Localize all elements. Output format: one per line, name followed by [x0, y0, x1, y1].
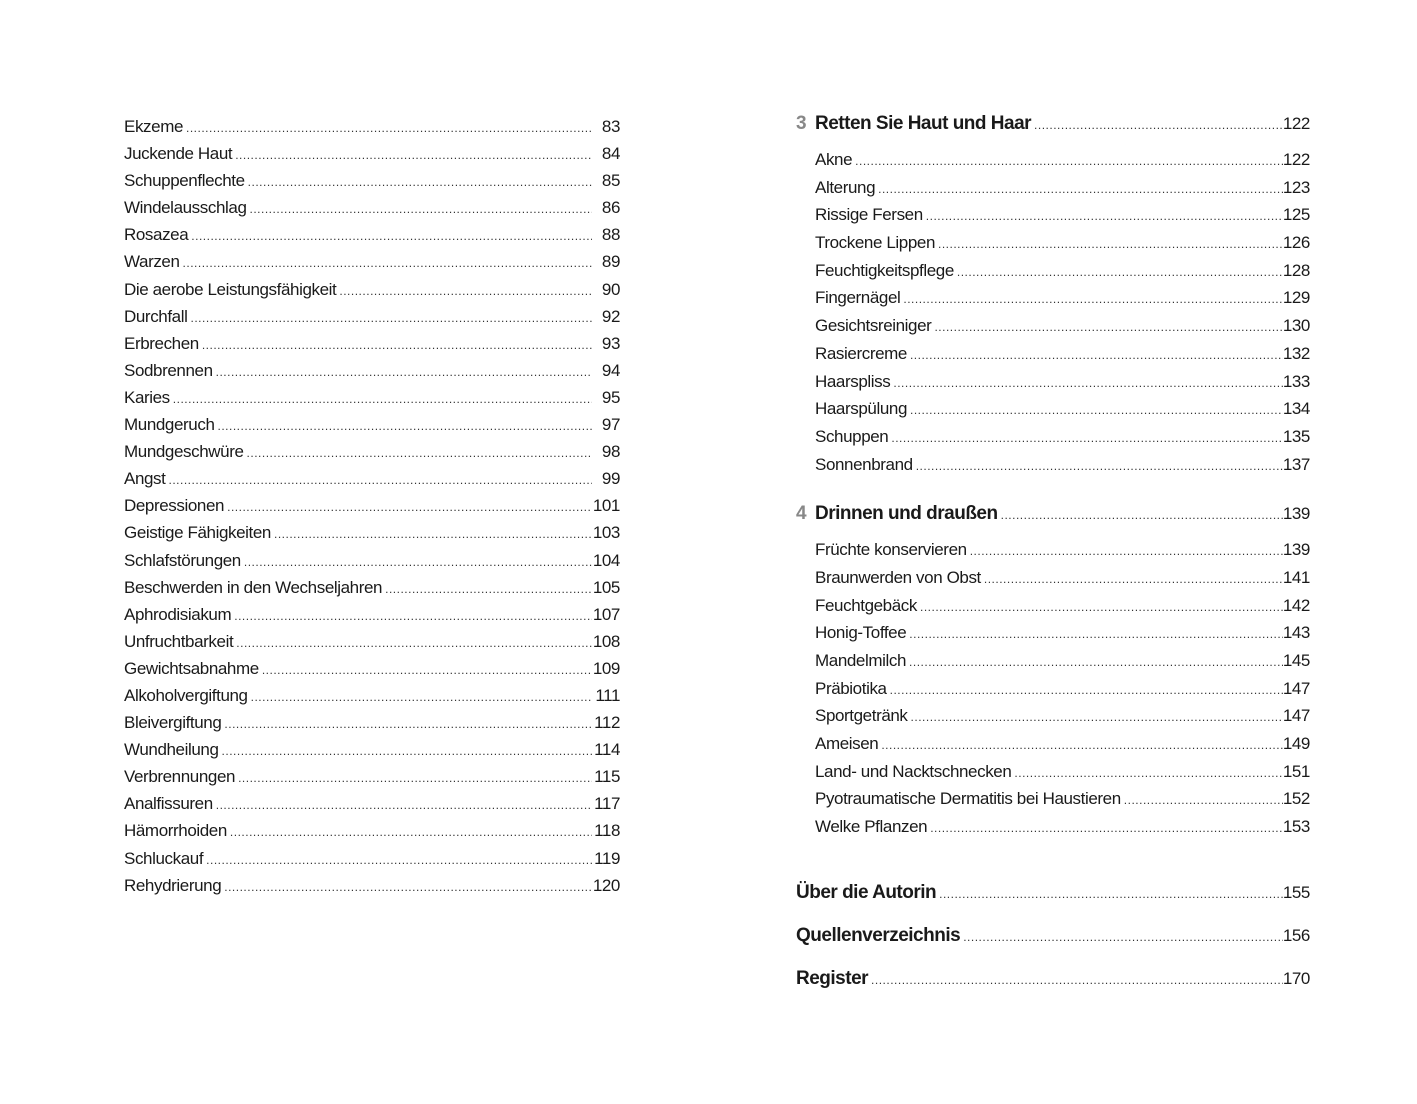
toc-entry[interactable] [124, 519, 620, 546]
leader-dots [234, 603, 592, 630]
toc-entry-page-number: 151 [1282, 761, 1310, 781]
leader-dots [385, 576, 592, 603]
toc-entry-label: Ameisen [815, 734, 879, 754]
toc-entry-label: Sportgetränk [815, 706, 908, 726]
leader-dots [251, 684, 592, 711]
toc-entry[interactable] [796, 395, 1310, 423]
toc-entry[interactable] [124, 845, 620, 872]
toc-entry[interactable] [796, 675, 1310, 703]
toc-entry-label: Schuppenflechte [124, 171, 245, 191]
leader-dots [222, 738, 592, 765]
leader-dots [230, 819, 592, 846]
toc-entry-page-number: 135 [1282, 426, 1310, 446]
leader-dots [244, 549, 592, 576]
leader-dots [235, 142, 592, 169]
toc-entry-page-number: 147 [1282, 706, 1310, 726]
chapter-4 [796, 503, 1310, 841]
toc-entry-page-number: 128 [1282, 260, 1310, 280]
toc-entry-label: Haarspliss [815, 371, 891, 391]
leader-dots [934, 314, 1282, 341]
leader-dots [878, 176, 1283, 203]
leader-dots [957, 259, 1283, 286]
leader-dots [236, 630, 592, 657]
toc-entry-label: Hämorrhoiden [124, 821, 227, 841]
toc-entry-page-number: 107 [592, 604, 620, 624]
leader-dots [183, 250, 592, 277]
leader-dots [909, 649, 1283, 676]
toc-entry[interactable] [124, 221, 620, 248]
toc-entry-label: Analfissuren [124, 794, 213, 814]
leader-dots [206, 847, 592, 874]
chapter-title: Drinnen und draußen [815, 503, 998, 525]
left-page-toc [124, 113, 620, 899]
toc-entry-label: Depressionen [124, 496, 225, 516]
right-page-toc [796, 113, 1310, 855]
leader-dots [871, 973, 1283, 987]
backmatter-heading[interactable] [796, 925, 1310, 955]
backmatter-register [796, 968, 1310, 998]
toc-entry[interactable] [796, 257, 1310, 285]
toc-entry-label: Präbiotika [815, 678, 887, 698]
toc-entry[interactable] [124, 194, 620, 221]
toc-entry-page-number: 133 [1282, 371, 1310, 391]
toc-entry-label: Welke Pflanzen [815, 817, 928, 837]
leader-dots [963, 930, 1283, 944]
leader-dots [247, 440, 592, 467]
toc-entry[interactable] [124, 276, 620, 303]
toc-entry-page-number: 141 [1282, 567, 1310, 587]
toc-entry[interactable] [796, 368, 1310, 396]
toc-entry[interactable] [796, 423, 1310, 451]
leader-dots [911, 704, 1283, 731]
toc-entry-label: Aphrodisiakum [124, 604, 232, 624]
leader-dots [248, 169, 592, 196]
toc-entry-page-number: 95 [601, 387, 620, 407]
toc-entry[interactable] [796, 785, 1310, 813]
toc-entry-label: Mundgeruch [124, 415, 215, 435]
toc-entry-page-number: 123 [1282, 177, 1310, 197]
toc-entry-label: Sodbrennen [124, 360, 213, 380]
toc-entry-label: Wundheilung [124, 740, 219, 760]
toc-entry[interactable] [124, 303, 620, 330]
toc-entry-page-number: 109 [592, 658, 620, 678]
toc-entry[interactable] [796, 647, 1310, 675]
toc-entry-page-number: 115 [594, 767, 620, 787]
toc-entry-page-number: 139 [1282, 540, 1310, 560]
toc-entry[interactable] [124, 872, 620, 899]
toc-entry-page-number: 118 [594, 821, 620, 841]
toc-entry-page-number: 93 [601, 333, 620, 353]
backmatter-quellen [796, 925, 1310, 955]
toc-entry-page-number: 120 [592, 875, 620, 895]
toc-entry-page-number: 143 [1282, 623, 1310, 643]
toc-entry-page-number: 92 [601, 306, 620, 326]
chapter-number: 3 [796, 113, 807, 134]
toc-entry-page-number: 129 [1282, 288, 1310, 308]
toc-entry[interactable] [124, 682, 620, 709]
toc-entry-label: Bleivergiftung [124, 713, 222, 733]
toc-entry[interactable] [124, 492, 620, 519]
leader-dots [909, 621, 1283, 648]
toc-entry[interactable] [124, 763, 620, 790]
toc-entry-page-number: 104 [592, 550, 620, 570]
toc-entry-page-number: 149 [1282, 734, 1310, 754]
leader-dots [1014, 760, 1282, 787]
leader-dots [216, 359, 592, 386]
toc-entry-page-number: 147 [1282, 678, 1310, 698]
leader-dots [262, 657, 592, 684]
leader-dots [1124, 787, 1283, 814]
chapter-4-entries [796, 536, 1310, 841]
toc-entry-page-number: 98 [601, 442, 620, 462]
chapter-number: 4 [796, 503, 807, 525]
leader-dots [938, 231, 1283, 258]
backmatter-title: Quellenverzeichnis [796, 925, 961, 946]
toc-entry-page-number: 101 [592, 496, 620, 516]
toc-entry[interactable] [124, 574, 620, 601]
toc-entry[interactable] [796, 229, 1310, 257]
leader-dots [238, 765, 592, 792]
leader-dots [916, 453, 1283, 480]
toc-entry-page-number: 97 [601, 415, 620, 435]
toc-entry[interactable] [796, 284, 1310, 312]
toc-entry-label: Sonnenbrand [815, 454, 913, 474]
toc-entry-label: Mandelmilch [815, 651, 907, 670]
toc-entry-page-number: 88 [601, 225, 620, 245]
leader-dots [224, 874, 592, 901]
leader-dots [893, 370, 1282, 397]
toc-entry-label: Geistige Fähigkeiten [124, 523, 271, 543]
toc-entry-label: Beschwerden in den Wechseljahren [124, 577, 383, 597]
toc-entry-label: Windelausschlag [124, 198, 247, 218]
toc-entry-page-number: 125 [1282, 205, 1310, 225]
backmatter-autorin [796, 882, 1310, 912]
toc-entry-page-number: 111 [595, 685, 620, 705]
toc-entry-label: Rosazea [124, 225, 189, 245]
toc-entry-label: Angst [124, 469, 166, 489]
toc-entry-label: Trockene Lippen [815, 233, 936, 253]
toc-entry-label: Feuchtgebäck [815, 595, 917, 615]
toc-entry-label: Schlafstörungen [124, 550, 241, 570]
chapter-3-entries [796, 146, 1310, 478]
toc-entry-label: Mundgeschwüre [124, 442, 244, 462]
leader-dots [202, 332, 592, 359]
toc-entry[interactable] [124, 411, 620, 438]
toc-entry[interactable] [796, 730, 1310, 758]
toc-entry[interactable] [124, 628, 620, 655]
toc-entry-page-number: 153 [1282, 817, 1310, 837]
toc-entry-label: Pyotraumatische Dermatitis bei Haustieren [815, 789, 1121, 809]
toc-entry[interactable] [796, 702, 1310, 730]
backmatter-page-number: 170 [1282, 969, 1310, 988]
toc-entry[interactable] [124, 357, 620, 384]
leader-dots [930, 815, 1283, 842]
toc-entry[interactable] [124, 655, 620, 682]
toc-entry-page-number: 114 [594, 740, 620, 760]
leader-dots [250, 196, 592, 223]
toc-entry-page-number: 103 [592, 523, 620, 543]
leader-dots [173, 386, 592, 413]
toc-entry[interactable] [124, 790, 620, 817]
toc-entry-label: Fingernägel [815, 288, 901, 308]
toc-entry[interactable] [124, 465, 620, 492]
chapter-page-number: 122 [1282, 114, 1310, 133]
toc-entry-label: Rehydrierung [124, 875, 222, 895]
leader-dots [168, 467, 592, 494]
leader-dots [920, 594, 1283, 621]
backmatter-title: Über die Autorin [796, 882, 937, 903]
leader-dots [227, 494, 592, 521]
toc-entry-label: Gesichtsreiniger [815, 316, 932, 336]
toc-entry[interactable] [124, 248, 620, 275]
toc-entry[interactable] [796, 174, 1310, 202]
toc-entry-label: Verbrennungen [124, 767, 236, 787]
toc-entry-page-number: 122 [1282, 150, 1310, 169]
toc-entry-label: Akne [815, 150, 853, 169]
chapter-heading[interactable] [796, 503, 1310, 533]
backmatter-heading[interactable] [796, 968, 1310, 998]
toc-entry-page-number: 132 [1282, 343, 1310, 363]
toc-entry-page-number: 85 [601, 171, 620, 191]
toc-entry-page-number: 90 [601, 279, 620, 299]
toc-entry-label: Honig-Toffee [815, 623, 907, 643]
toc-entry-page-number: 105 [592, 577, 620, 597]
leader-dots [984, 566, 1283, 593]
toc-entry-page-number: 126 [1282, 233, 1310, 253]
backmatter-title: Register [796, 968, 869, 989]
leader-dots [881, 732, 1282, 759]
toc-entry-label: Juckende Haut [124, 144, 233, 164]
toc-entry-label: Früchte konservieren [815, 540, 967, 560]
leader-dots [890, 677, 1283, 704]
toc-entry-label: Rissige Fersen [815, 205, 923, 225]
toc-entry-page-number: 86 [601, 198, 620, 218]
toc-entry[interactable] [124, 817, 620, 844]
leader-dots [339, 278, 592, 305]
leader-dots [1001, 508, 1283, 522]
toc-entry-label: Braunwerden von Obst [815, 567, 981, 587]
toc-entry[interactable] [124, 601, 620, 628]
toc-entry-page-number: 145 [1282, 651, 1310, 670]
toc-entry-label: Haarspülung [815, 399, 907, 419]
toc-entry[interactable] [124, 709, 620, 736]
toc-entry-label: Warzen [124, 252, 180, 272]
leader-dots [224, 711, 592, 738]
toc-entry-page-number: 119 [594, 848, 620, 868]
toc-entry[interactable] [796, 312, 1310, 340]
backmatter-heading[interactable] [796, 882, 1310, 912]
leader-dots [939, 887, 1283, 901]
toc-entry-label: Rasiercreme [815, 343, 907, 363]
toc-entry[interactable] [124, 167, 620, 194]
leader-dots [855, 148, 1283, 175]
leader-dots [191, 223, 592, 250]
toc-entry-page-number: 83 [601, 117, 620, 136]
toc-entry-page-number: 84 [601, 144, 620, 164]
leader-dots [910, 342, 1283, 369]
leader-dots [903, 286, 1282, 313]
leader-dots [186, 115, 592, 142]
leader-dots [274, 521, 592, 548]
toc-entry-page-number: 99 [601, 469, 620, 489]
toc-entry[interactable] [796, 201, 1310, 229]
toc-entry-label: Gewichtsabnahme [124, 658, 259, 678]
leader-dots [970, 538, 1283, 565]
leader-dots [190, 305, 592, 332]
toc-entry[interactable] [796, 619, 1310, 647]
chapter-3 [796, 113, 1310, 478]
leader-dots [216, 792, 592, 819]
toc-entry-page-number: 137 [1282, 454, 1310, 474]
toc-entry[interactable] [796, 451, 1310, 479]
toc-entry-label: Alterung [815, 177, 876, 197]
toc-entry-page-number: 108 [592, 631, 620, 651]
toc-entry-page-number: 134 [1282, 399, 1310, 419]
chapter-title: Retten Sie Haut und Haar [815, 113, 1032, 134]
toc-entry[interactable] [796, 813, 1310, 841]
toc-entry-label: Land- und Nacktschnecken [815, 761, 1012, 781]
toc-entry[interactable] [124, 547, 620, 574]
toc-entry-page-number: 112 [594, 713, 620, 733]
toc-entry[interactable] [796, 564, 1310, 592]
toc-entry[interactable] [124, 113, 620, 140]
toc-entry[interactable] [796, 758, 1310, 786]
backmatter-page-number: 155 [1282, 883, 1310, 902]
toc-entry-page-number: 152 [1282, 789, 1310, 809]
toc-entry[interactable] [796, 146, 1310, 174]
toc-entry[interactable] [124, 438, 620, 465]
toc-entry[interactable] [124, 384, 620, 411]
toc-entry-label: Ekzeme [124, 117, 184, 136]
toc-entry[interactable] [796, 536, 1310, 564]
toc-entry[interactable] [124, 736, 620, 763]
leader-dots [891, 425, 1282, 452]
toc-entry-label: Schuppen [815, 426, 889, 446]
leader-dots [910, 397, 1283, 424]
leader-dots [926, 203, 1283, 230]
toc-entry-label: Karies [124, 387, 170, 407]
toc-entry-label: Erbrechen [124, 333, 199, 353]
chapter-page-number: 139 [1282, 504, 1310, 524]
leader-dots [218, 413, 592, 440]
backmatter-page-number: 156 [1282, 926, 1310, 945]
toc-entry-label: Durchfall [124, 306, 188, 326]
toc-entry[interactable] [124, 140, 620, 167]
toc-entry[interactable] [796, 592, 1310, 620]
toc-entry-label: Feuchtigkeitspflege [815, 260, 954, 280]
toc-entry-label: Alkoholvergiftung [124, 685, 248, 705]
toc-entry-page-number: 89 [601, 252, 620, 272]
toc-entry-page-number: 130 [1282, 316, 1310, 336]
toc-entry-page-number: 94 [601, 360, 620, 380]
toc-entry-label: Schluckauf [124, 848, 204, 868]
toc-entry[interactable] [124, 330, 620, 357]
toc-entry[interactable] [796, 340, 1310, 368]
toc-entry-page-number: 117 [594, 794, 620, 814]
toc-entry-label: Die aerobe Leistungsfähigkeit [124, 279, 337, 299]
toc-entry-label: Unfruchtbarkeit [124, 631, 234, 651]
chapter-heading[interactable] [796, 113, 1310, 143]
toc-entry-page-number: 142 [1282, 595, 1310, 615]
leader-dots [1034, 118, 1283, 132]
